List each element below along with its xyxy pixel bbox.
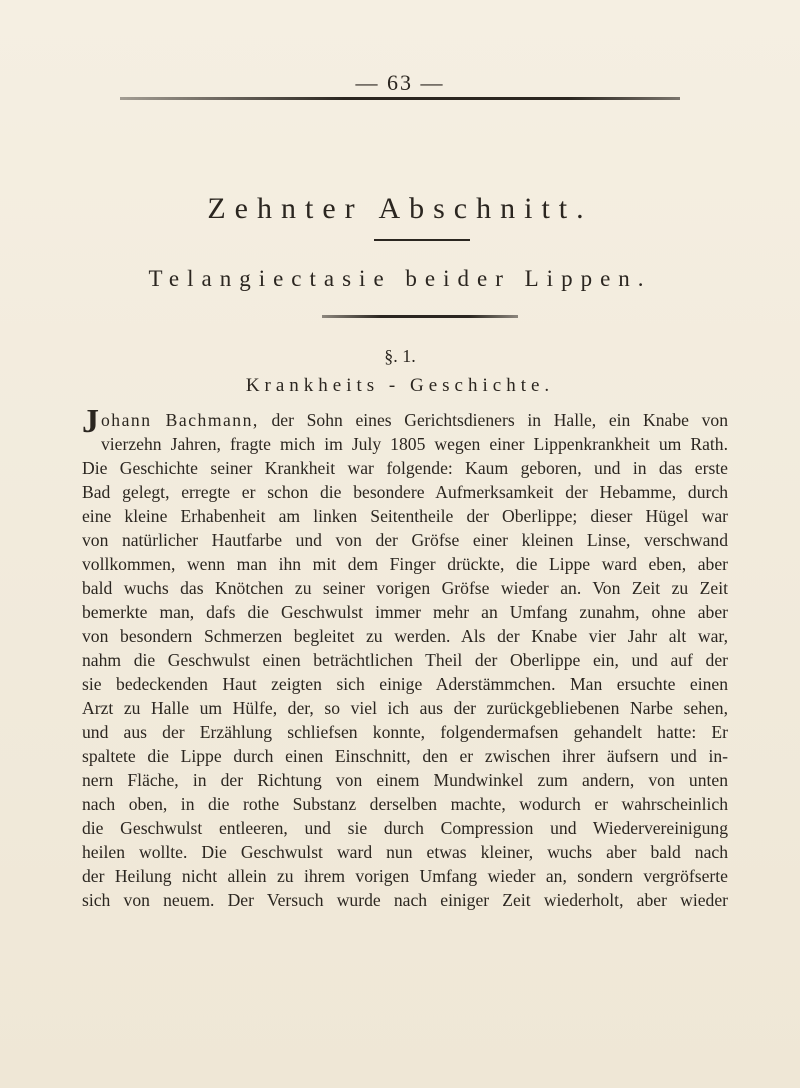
body-line: spaltete die Lippe durch einen Einschnitt, den er zwischen ihrer äufsern und in-	[82, 746, 728, 766]
header-rule	[120, 97, 680, 100]
body-line: bemerkte man, dafs die Geschwulst immer mehr an Umfang zunahm, ohne aber	[82, 602, 728, 622]
body-line: von natürlicher Hautfarbe und von der Gröfse einer kleinen Linse, verschwand	[82, 530, 728, 550]
body-line-text: der Sohn eines Gerichtsdieners in Halle, ein Knabe von	[258, 410, 728, 430]
body-line: sie bedeckenden Haut zeigten sich einige Aderstämmchen. Man ersuchte einen	[82, 674, 728, 694]
patient-name: ohann Bachmann,	[101, 410, 259, 430]
body-line	[82, 403, 728, 440]
body-line: eine kleine Erhabenheit am linken Seitentheile der Oberlippe; dieser Hügel war	[82, 506, 728, 526]
body-text	[82, 403, 728, 912]
body-line: Bad gelegt, erregte er schon die besondere Aufmerksamkeit der Hebamme, durch	[82, 482, 728, 502]
section-title: Telangiectasie beider Lippen.	[148, 266, 652, 291]
body-line: nahm die Geschwulst einen beträchtlichen Theil der Oberlippe ein, und auf der	[82, 650, 728, 670]
body-line: von besondern Schmerzen begleitet zu werden. Als der Knabe vier Jahr alt war,	[82, 626, 728, 646]
body-line: der Heilung nicht allein zu ihrem vorigen Umfang wieder an, sondern vergröfserte	[82, 866, 728, 886]
body-line: Arzt zu Halle um Hülfe, der, so viel ich aus der zurückgebliebenen Narbe sehen,	[82, 698, 728, 718]
chapter-divider	[374, 239, 470, 241]
body-line: Die Geschichte seiner Krankheit war folgende: Kaum geboren, und in das erste	[82, 458, 728, 478]
section-divider	[322, 315, 518, 318]
paragraph-number: §. 1.	[384, 346, 416, 366]
page-number: — 63 —	[355, 70, 445, 95]
body-line: nach oben, in die rothe Substanz derselben machte, wodurch er wahrscheinlich	[82, 794, 728, 814]
body-line: vierzehn Jahren, fragte mich im July 1805 wegen einer Lippenkrankheit um Rath.	[101, 434, 728, 454]
body-line: die Geschwulst entleeren, und sie durch Compression und Wiedervereinigung	[82, 818, 728, 838]
chapter-title: Zehnter Abschnitt.	[207, 192, 593, 225]
body-line: sich von neuem. Der Versuch wurde nach einiger Zeit wiederholt, aber wieder	[82, 890, 728, 910]
drop-capital: J	[82, 403, 99, 440]
body-line: bald wuchs das Knötchen zu seiner vorigen Gröfse wieder an. Von Zeit zu Zeit	[82, 578, 728, 598]
case-history-heading: Krankheits - Geschichte.	[245, 375, 555, 396]
body-line: heilen wollte. Die Geschwulst ward nun etwas kleiner, wuchs aber bald nach	[82, 842, 728, 862]
body-line: nern Fläche, in der Richtung von einem Mundwinkel zum andern, von unten	[82, 770, 728, 790]
body-line: und aus der Erzählung schliefsen konnte, folgendermafsen gehandelt hatte: Er	[82, 722, 728, 742]
body-line: vollkommen, wenn man ihn mit dem Finger drückte, die Lippe ward eben, aber	[82, 554, 728, 574]
